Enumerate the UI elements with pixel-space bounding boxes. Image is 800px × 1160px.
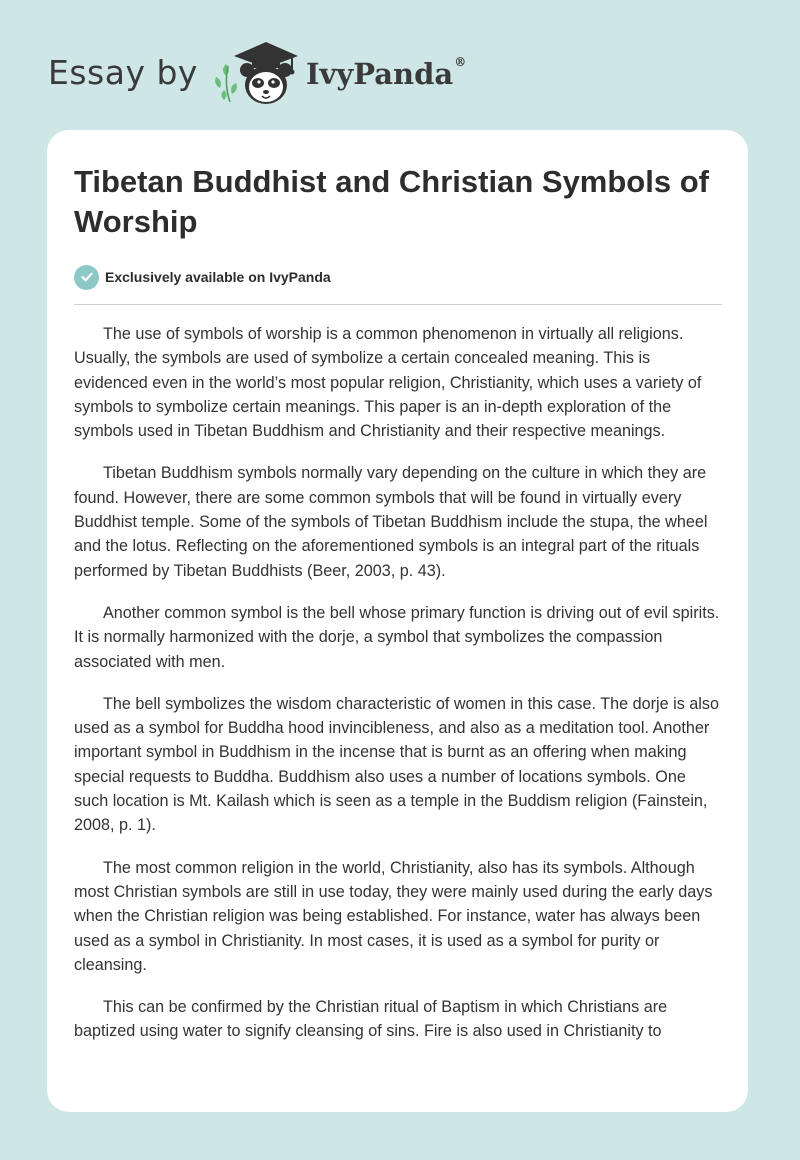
site-header <box>48 36 466 108</box>
essay-card <box>47 130 748 1112</box>
paragraph: The bell symbolizes the wisdom characteristic of women in this case. The dorje is also used as a symbol for Buddha hood invincibleness, and also as a meditation tool. Another important symbol in Buddhism in the incense that is burnt as an offering when making special requests to Buddha. Buddhism also uses a number of locations symbols. One such location is Mt. Kailash which is seen as a temple in the Buddism religion (Fainstein, 2008, p. 1). <box>74 694 719 835</box>
paragraph: This can be confirmed by the Christian ritual of Baptism in which Christians are baptized using water to signify cleansing of sins. Fire is also used in Christianity to <box>74 998 668 1041</box>
brand-label: IvyPanda <box>305 57 454 91</box>
essay-by-label: Essay by <box>48 52 198 92</box>
registered-mark: ® <box>454 55 467 69</box>
check-icon <box>74 265 99 290</box>
page-title: Tibetan Buddhist and Christian Symbols of Worship <box>74 164 709 239</box>
exclusive-badge <box>74 264 722 290</box>
ivypanda-logo-icon[interactable] <box>212 36 304 108</box>
brand-name[interactable] <box>306 57 466 91</box>
paragraph: Another common symbol is the bell whose primary function is driving out of evil spirits. It is normally harmonized with the dorje, a symbol that symbolizes the compassion associated with men. <box>74 603 720 671</box>
paragraph: The use of symbols of worship is a common phenomenon in virtually all religions. Usually, the symbols are used of symbolize a certain concealed meaning. This is evidenced even in the world’s most popular religion, Christianity, which uses a variety of symbols to symbolize certain meanings. This paper is an in-depth exploration of the symbols used in Tibetan Buddhism and Christianity and their respective meanings. <box>74 325 702 441</box>
exclusive-text: Exclusively available on IvyPanda <box>105 269 331 285</box>
essay-body <box>74 322 722 1044</box>
paragraph: The most common religion in the world, Christianity, also has its symbols. Although most Christian symbols are still in use today, they were mainly used during the early days when the Christian religion was being established. For instance, water has always been used as a symbol in Christianity. In most cases, it is used as a symbol for purity or cleansing. <box>74 858 713 974</box>
divider <box>74 304 722 305</box>
paragraph: Tibetan Buddhism symbols normally vary depending on the culture in which they are found. However, there are some common symbols that will be found in virtually every Buddhist temple. Some of the symbols of Tibetan Buddhism include the stupa, the wheel and the lotus. Reflecting on the aforementioned symbols is an integral part of the rituals performed by Tibetan Buddhists (Beer, 2003, p. 43). <box>74 464 708 580</box>
